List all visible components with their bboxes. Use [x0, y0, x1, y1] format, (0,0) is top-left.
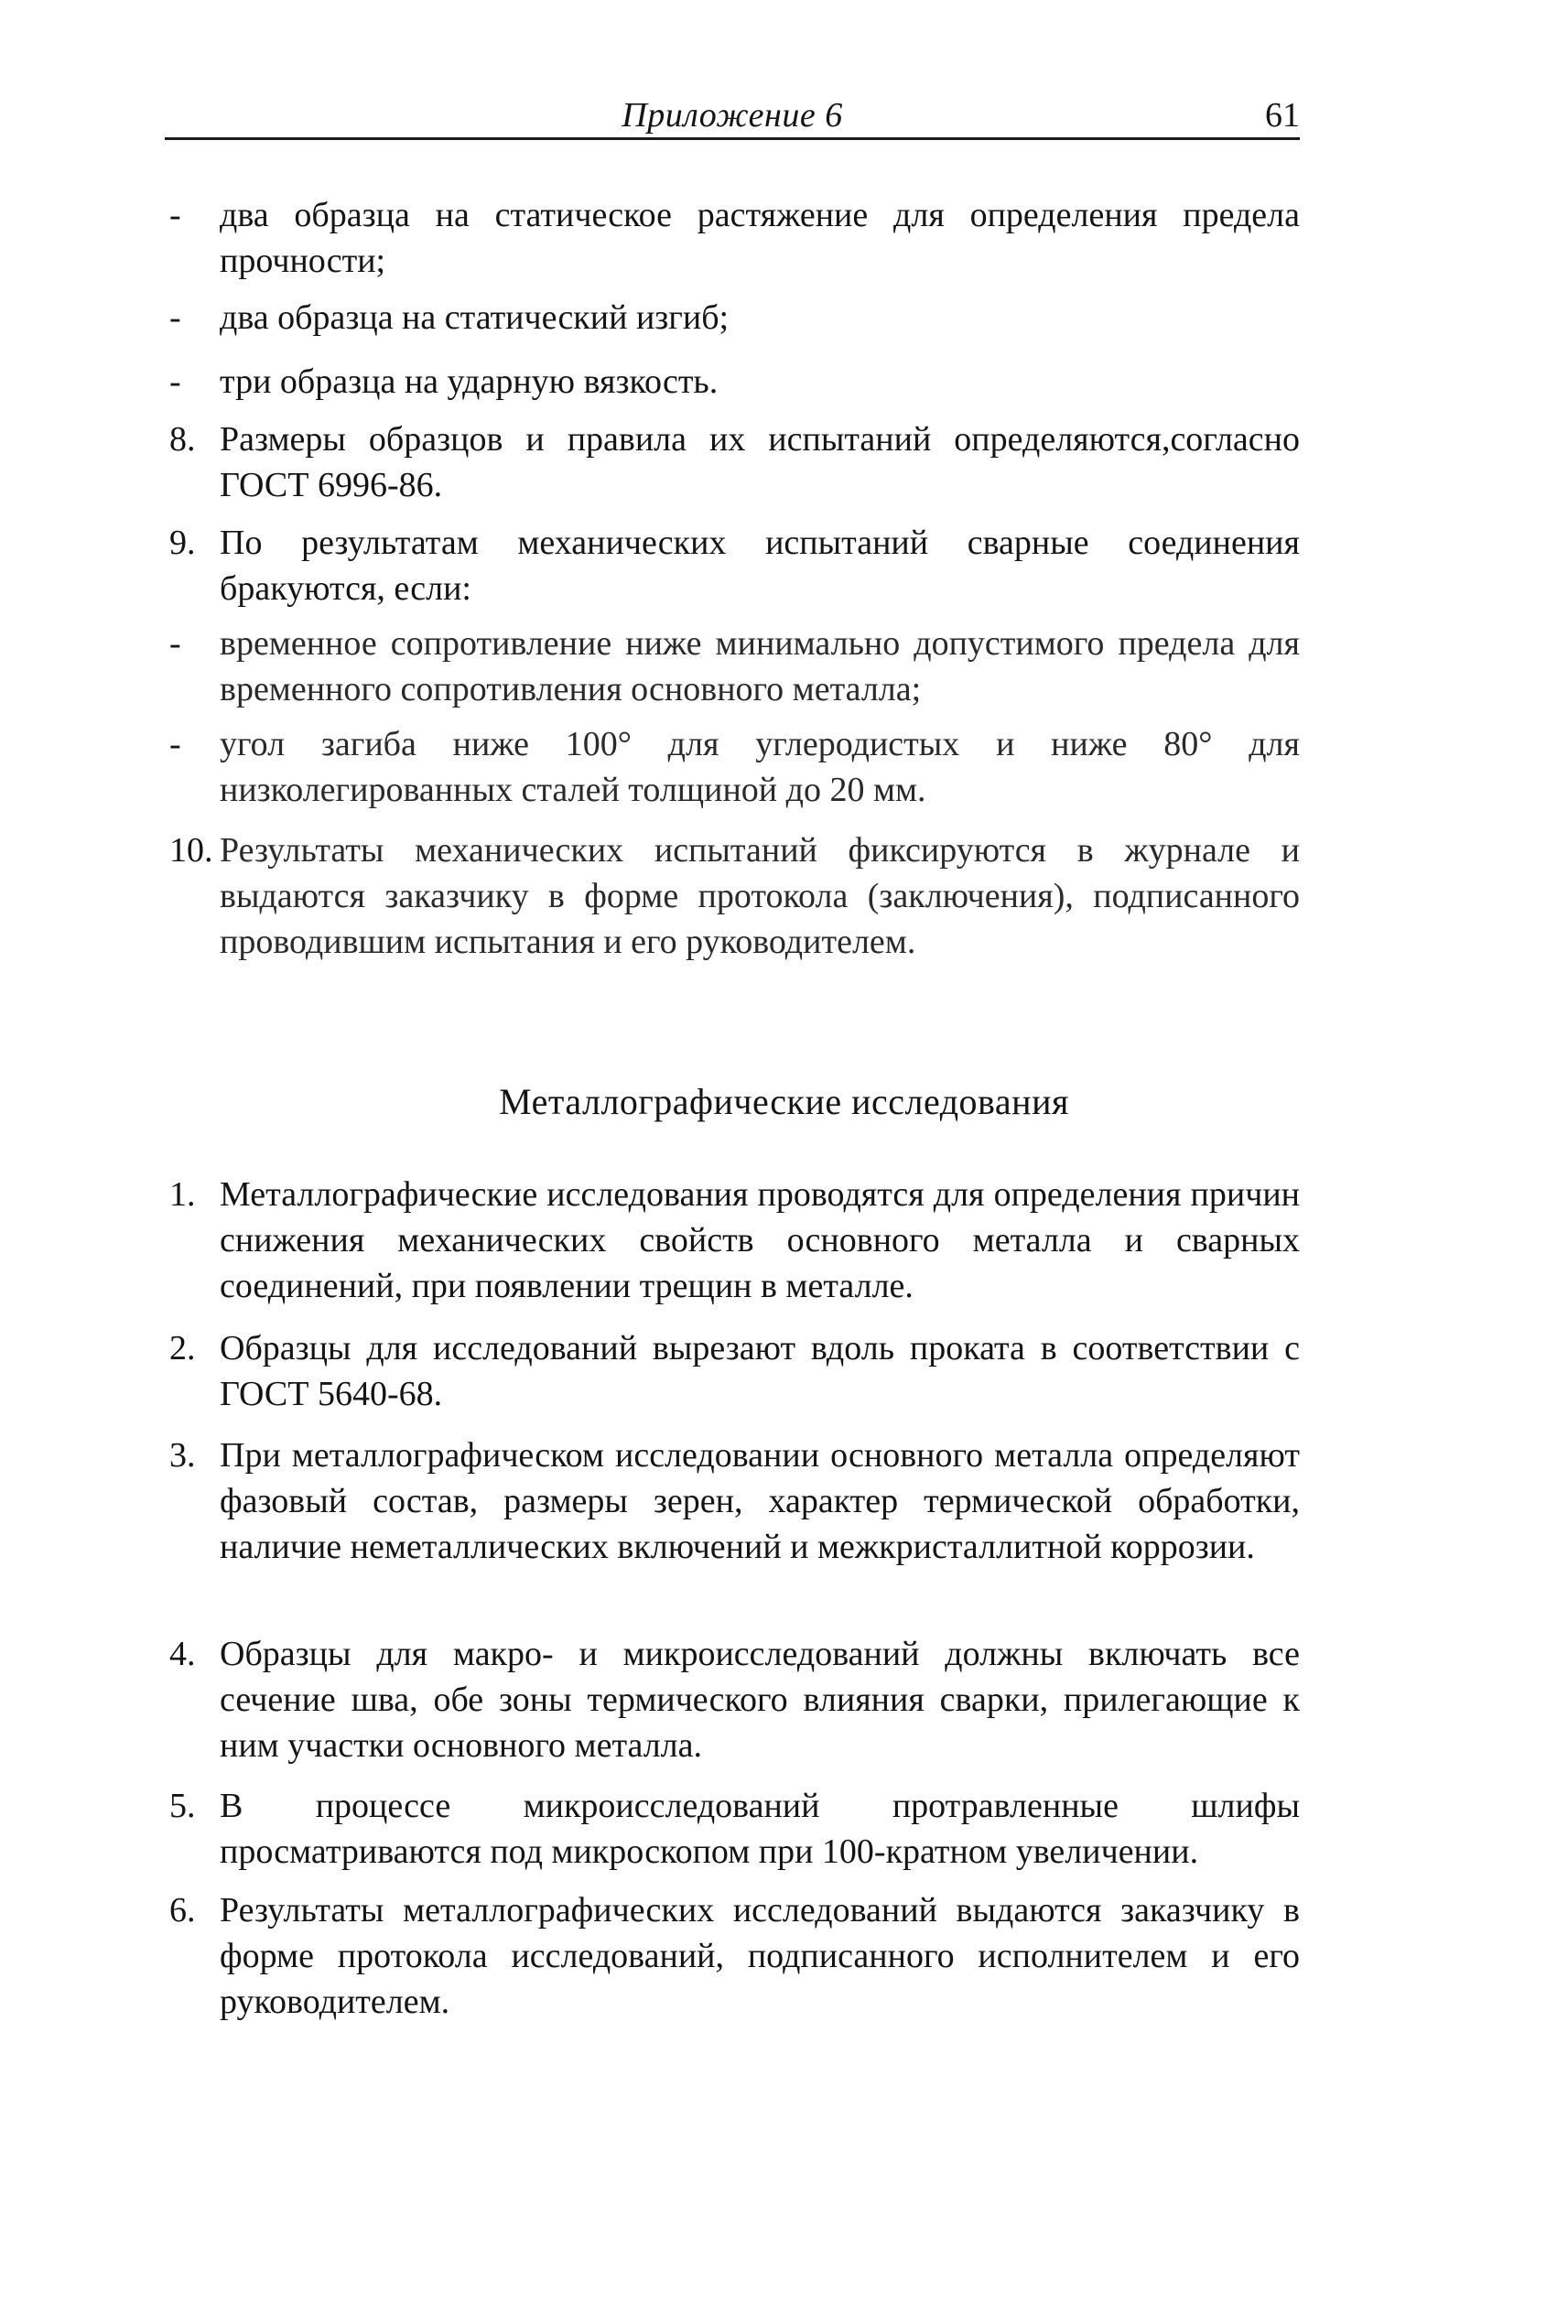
item-number: 4. — [169, 1635, 196, 1673]
item-number: 8. — [169, 420, 196, 459]
list-item — [169, 359, 1300, 405]
numbered-item — [169, 827, 1300, 965]
numbered-item — [169, 520, 1300, 611]
numbered-item — [169, 1631, 1300, 1768]
item-text: При металлографическом исследовании основного металла определяют фазовый состав, размеры зерен, характер термической обработки, наличие неметаллических включений и межкристаллитной коррозии. — [220, 1436, 1300, 1566]
item-text: По результатам механических испытаний сварные соединения бракуются, если: — [220, 524, 1300, 608]
header-title: Приложение 6 — [622, 96, 843, 135]
item-text: Результаты механических испытаний фиксируются в журнале и выдаются заказчику в форме протокола (заключения), подписанного проводившим испытания и его руководителем. — [220, 831, 1300, 961]
list-marker: - — [169, 725, 181, 763]
list-marker: - — [169, 362, 181, 401]
list-item-text: угол загиба ниже 100° для углеродистых и ниже 80° для низколегированных сталей толщиной до 20 мм. — [220, 725, 1300, 809]
numbered-item — [169, 1432, 1300, 1570]
list-item-text: временное сопротивление ниже минимально допустимого предела для временного сопротивления основного металла; — [220, 624, 1300, 708]
numbered-item — [169, 416, 1300, 508]
item-text: В процессе микроисследований протравленные шлифы просматриваются под микроскопом при 100-кратном увеличении. — [220, 1787, 1300, 1871]
list-item — [169, 295, 1300, 340]
numbered-item — [169, 1887, 1300, 2025]
numbered-item — [169, 1172, 1300, 1309]
list-marker: - — [169, 298, 181, 337]
list-item — [169, 721, 1300, 813]
list-item-text: два образца на статический изгиб; — [220, 298, 730, 337]
item-text: Металлографические исследования проводятся для определения причин снижения механических свойств основного металла и сварных соединений, при появлении трещин в металле. — [220, 1175, 1300, 1305]
list-marker: - — [169, 624, 181, 663]
item-number: 3. — [169, 1436, 196, 1475]
item-text: Результаты металлографических исследований выдаются заказчику в форме протокола исследований, подписанного исполнителем и его руководителем. — [220, 1891, 1300, 2021]
list-item-text: два образца на статическое растяжение для определения предела прочности; — [220, 196, 1300, 280]
section-title: Металлографические исследования — [499, 1081, 1069, 1122]
list-item — [169, 621, 1300, 712]
item-number: 1. — [169, 1175, 196, 1214]
item-text: Образцы для макро- и микроисследований должны включать все сечение шва, обе зоны термического влияния сварки, прилегающие к ним участки основного металла. — [220, 1635, 1300, 1765]
numbered-item — [169, 1325, 1300, 1417]
numbered-item — [169, 1783, 1300, 1875]
item-number: 6. — [169, 1891, 196, 1929]
item-text: Образцы для исследований вырезают вдоль проката в соответствии с ГОСТ 5640-68. — [220, 1329, 1300, 1413]
page-number: 61 — [1265, 96, 1300, 135]
page-header — [165, 92, 1300, 140]
list-marker: - — [169, 196, 181, 234]
item-text: Размеры образцов и правила их испытаний определяются,согласно ГОСТ 6996-86. — [220, 420, 1300, 504]
item-number: 9. — [169, 524, 196, 562]
item-number: 10. — [169, 831, 213, 870]
list-item-text: три образца на ударную вязкость. — [220, 362, 719, 401]
item-number: 5. — [169, 1787, 196, 1825]
item-number: 2. — [169, 1329, 196, 1367]
list-item — [169, 192, 1300, 284]
